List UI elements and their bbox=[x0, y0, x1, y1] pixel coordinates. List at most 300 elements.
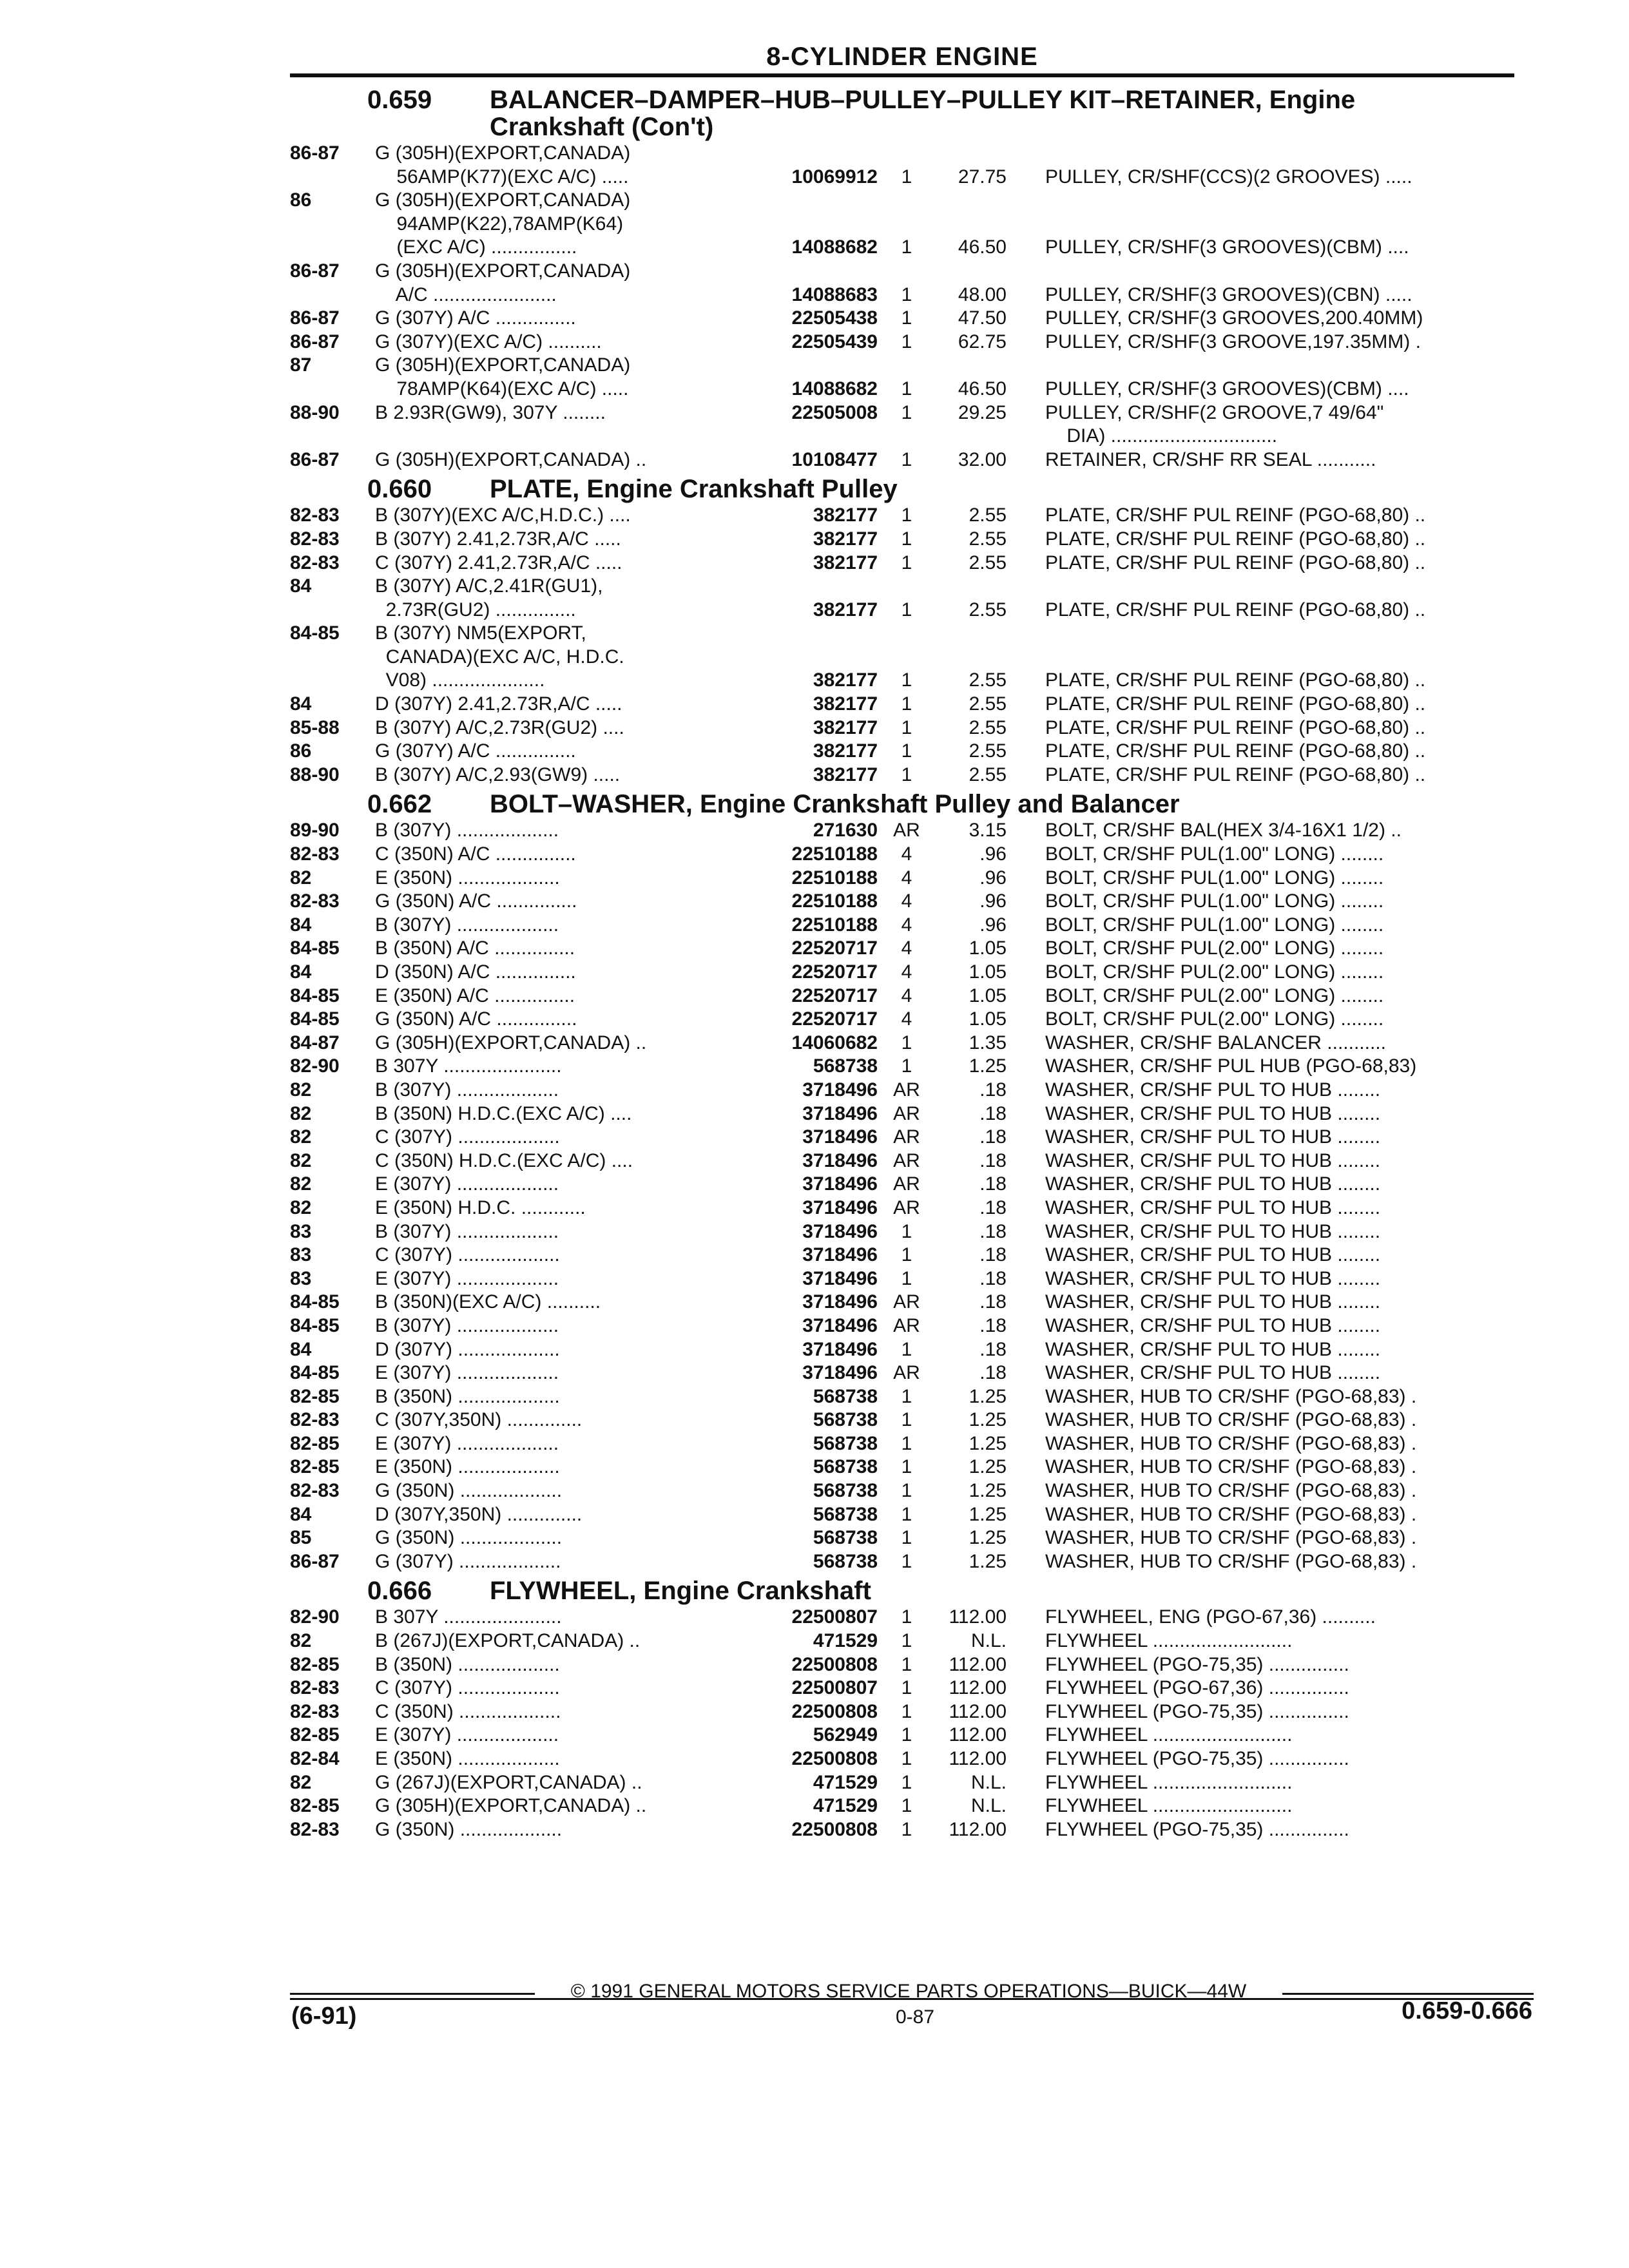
price: 1.35 bbox=[969, 1032, 1007, 1053]
part-description bbox=[1045, 142, 1514, 166]
application: E (307Y) ................... bbox=[375, 1724, 559, 1746]
model-year: 82-83 bbox=[290, 890, 340, 912]
application: G (307Y) ................... bbox=[375, 1550, 561, 1572]
parts-row bbox=[290, 448, 1514, 472]
parts-row bbox=[290, 1149, 1514, 1173]
parts-row bbox=[290, 1700, 1514, 1724]
quantity: 1 bbox=[901, 1771, 912, 1793]
parts-row bbox=[290, 740, 1514, 764]
price: 112.00 bbox=[949, 1700, 1007, 1722]
application: D (350N) A/C ............... bbox=[375, 961, 576, 983]
part-description: PLATE, CR/SHF PUL REINF (PGO-68,80) .. bbox=[1045, 669, 1426, 691]
application: A/C ....................... bbox=[375, 284, 557, 305]
part-number: 3718496 bbox=[802, 1314, 878, 1336]
parts-row bbox=[290, 843, 1514, 867]
application: B (307Y) ................... bbox=[375, 1314, 559, 1336]
price: 1.25 bbox=[969, 1055, 1007, 1077]
price bbox=[936, 575, 1007, 599]
application: 78AMP(K64)(EXC A/C) ..... bbox=[375, 378, 629, 399]
application: B (350N) ................... bbox=[375, 1653, 560, 1675]
model-year: 86 bbox=[290, 740, 312, 762]
price: 62.75 bbox=[958, 331, 1007, 352]
price: .18 bbox=[979, 1149, 1007, 1171]
application: G (350N) ................... bbox=[375, 1527, 563, 1549]
part-description: WASHER, CR/SHF PUL TO HUB ........ bbox=[1045, 1338, 1381, 1360]
part-number: 3718496 bbox=[802, 1291, 878, 1313]
quantity: AR bbox=[893, 1173, 920, 1195]
model-year: 82 bbox=[290, 1173, 312, 1195]
part-number: 3718496 bbox=[802, 1220, 878, 1242]
quantity: 4 bbox=[901, 937, 912, 959]
footer-section-range: 0.659-0.666 bbox=[1402, 1997, 1532, 2024]
part-description: PULLEY, CR/SHF(3 GROOVES,200.40MM) bbox=[1045, 307, 1423, 329]
part-number: 382177 bbox=[813, 716, 878, 738]
part-description bbox=[1045, 575, 1514, 599]
price: .96 bbox=[979, 914, 1007, 936]
price bbox=[936, 142, 1007, 166]
price: 2.55 bbox=[969, 669, 1007, 691]
quantity: 1 bbox=[901, 716, 912, 738]
parts-row bbox=[290, 1503, 1514, 1527]
application: E (307Y) ................... bbox=[375, 1173, 559, 1195]
model-year: 83 bbox=[290, 1267, 312, 1289]
model-year: 82-83 bbox=[290, 1818, 340, 1840]
price: .18 bbox=[979, 1267, 1007, 1289]
price: 46.50 bbox=[958, 236, 1007, 258]
quantity: 1 bbox=[901, 1653, 912, 1675]
part-number: 14088683 bbox=[791, 284, 878, 305]
quantity bbox=[878, 354, 936, 378]
quantity: 1 bbox=[901, 1630, 912, 1652]
price: 1.25 bbox=[969, 1409, 1007, 1431]
model-year: 82-85 bbox=[290, 1724, 340, 1746]
quantity: 4 bbox=[901, 867, 912, 889]
application: V08) ..................... bbox=[375, 669, 545, 691]
parts-row bbox=[290, 1032, 1514, 1055]
part-number: 471529 bbox=[813, 1795, 878, 1817]
application: G (350N) ................... bbox=[375, 1480, 563, 1502]
application: C (350N) A/C ............... bbox=[375, 843, 576, 865]
part-description: PLATE, CR/SHF PUL REINF (PGO-68,80) .. bbox=[1045, 693, 1426, 715]
model-year: 82-83 bbox=[290, 1480, 340, 1502]
section-title-line: FLYWHEEL, Engine Crankshaft bbox=[490, 1577, 871, 1606]
quantity: 1 bbox=[901, 528, 912, 550]
model-year: 84 bbox=[290, 693, 312, 715]
footer-rule-right bbox=[1282, 1993, 1534, 1995]
part-description bbox=[1045, 260, 1514, 284]
section-header bbox=[290, 476, 1514, 503]
application: E (350N) A/C ............... bbox=[375, 985, 575, 1006]
parts-row bbox=[290, 985, 1514, 1008]
quantity: 1 bbox=[901, 1385, 912, 1407]
quantity: 1 bbox=[901, 740, 912, 762]
price: 1.25 bbox=[969, 1385, 1007, 1407]
parts-row bbox=[290, 1794, 1514, 1818]
price: 112.00 bbox=[949, 1653, 1007, 1675]
part-number: 3718496 bbox=[802, 1126, 878, 1148]
application: C (307Y) 2.41,2.73R,A/C ..... bbox=[375, 552, 622, 573]
quantity bbox=[878, 213, 936, 236]
application: B (350N) H.D.C.(EXC A/C) .... bbox=[375, 1102, 632, 1124]
section-title bbox=[490, 1577, 1514, 1604]
price: 1.25 bbox=[969, 1432, 1007, 1454]
quantity: 1 bbox=[901, 669, 912, 691]
part-number: 382177 bbox=[813, 505, 878, 526]
model-year: 82-83 bbox=[290, 505, 340, 526]
part-number: 562949 bbox=[813, 1724, 878, 1746]
application: G (350N) A/C ............... bbox=[375, 890, 577, 912]
quantity: 1 bbox=[901, 1480, 912, 1502]
model-year: 84-85 bbox=[290, 622, 340, 644]
part-description: PULLEY, CR/SHF(3 GROOVE,197.35MM) . bbox=[1045, 331, 1421, 352]
model-year: 82 bbox=[290, 1149, 312, 1171]
price: .18 bbox=[979, 1338, 1007, 1360]
price: .18 bbox=[979, 1196, 1007, 1218]
parts-row bbox=[290, 236, 1514, 260]
application: 56AMP(K77)(EXC A/C) ..... bbox=[375, 166, 629, 187]
part-description: PULLEY, CR/SHF(CCS)(2 GROOVES) ..... bbox=[1045, 166, 1412, 187]
application: C (307Y) ................... bbox=[375, 1244, 560, 1266]
parts-row bbox=[290, 504, 1514, 528]
quantity: 1 bbox=[901, 1550, 912, 1572]
part-description: WASHER, CR/SHF PUL TO HUB ........ bbox=[1045, 1196, 1381, 1218]
part-number: 3718496 bbox=[802, 1149, 878, 1171]
part-number: 382177 bbox=[813, 669, 878, 691]
part-description: BOLT, CR/SHF PUL(2.00" LONG) ........ bbox=[1045, 1008, 1384, 1030]
footer-page-number: 0-87 bbox=[895, 2006, 935, 2028]
quantity: 1 bbox=[901, 1724, 912, 1746]
model-year: 84 bbox=[290, 1338, 312, 1360]
part-number bbox=[729, 213, 878, 236]
application: G (305H)(EXPORT,CANADA) .. bbox=[375, 1795, 647, 1817]
quantity: 4 bbox=[901, 1008, 912, 1030]
application: 2.73R(GU2) ............... bbox=[375, 599, 576, 620]
parts-row bbox=[290, 1079, 1514, 1102]
quantity: 1 bbox=[901, 764, 912, 785]
section-title-line: BALANCER–DAMPER–HUB–PULLEY–PULLEY KIT–RETAINER, Engine bbox=[490, 86, 1356, 114]
quantity: 1 bbox=[901, 1818, 912, 1840]
parts-row bbox=[290, 890, 1514, 914]
quantity: 4 bbox=[901, 843, 912, 865]
part-number: 14088682 bbox=[791, 378, 878, 399]
parts-row bbox=[290, 1220, 1514, 1244]
part-description: WASHER, HUB TO CR/SHF (PGO-68,83) . bbox=[1045, 1550, 1417, 1572]
header-rule bbox=[290, 73, 1514, 77]
model-year: 84-85 bbox=[290, 1362, 340, 1384]
part-description: BOLT, CR/SHF PUL(2.00" LONG) ........ bbox=[1045, 961, 1384, 983]
quantity bbox=[878, 260, 936, 284]
application: CANADA)(EXC A/C, H.D.C. bbox=[375, 646, 624, 668]
parts-row bbox=[290, 1361, 1514, 1385]
model-year: 84 bbox=[290, 961, 312, 983]
part-number: 568738 bbox=[813, 1409, 878, 1431]
part-number: 22500808 bbox=[791, 1653, 878, 1675]
part-description: BOLT, CR/SHF PUL(1.00" LONG) ........ bbox=[1045, 867, 1384, 889]
part-description bbox=[1045, 189, 1514, 213]
section-title bbox=[490, 791, 1514, 818]
price: 3.15 bbox=[969, 820, 1007, 841]
model-year: 82 bbox=[290, 1630, 312, 1652]
quantity: 4 bbox=[901, 890, 912, 912]
application: G (305H)(EXPORT,CANADA) bbox=[375, 260, 631, 282]
price: 112.00 bbox=[949, 1748, 1007, 1769]
quantity: 1 bbox=[901, 401, 912, 423]
quantity: 1 bbox=[901, 1338, 912, 1360]
application: G (305H)(EXPORT,CANADA) bbox=[375, 354, 631, 376]
part-description: WASHER, CR/SHF PUL HUB (PGO-68,83) bbox=[1045, 1055, 1417, 1077]
part-description: PULLEY, CR/SHF(3 GROOVES)(CBN) ..... bbox=[1045, 284, 1412, 305]
part-description: WASHER, CR/SHF PUL TO HUB ........ bbox=[1045, 1291, 1381, 1313]
model-year: 86-87 bbox=[290, 448, 340, 470]
application: C (350N) H.D.C.(EXC A/C) .... bbox=[375, 1149, 633, 1171]
price: 2.55 bbox=[969, 552, 1007, 573]
parts-row bbox=[290, 669, 1514, 693]
model-year: 82-85 bbox=[290, 1456, 340, 1478]
parts-row bbox=[290, 1629, 1514, 1653]
price: .18 bbox=[979, 1220, 1007, 1242]
application: B (307Y) NM5(EXPORT, bbox=[375, 622, 586, 644]
part-description: WASHER, CR/SHF PUL TO HUB ........ bbox=[1045, 1220, 1381, 1242]
model-year: 84-85 bbox=[290, 1314, 340, 1336]
part-number: 3718496 bbox=[802, 1173, 878, 1195]
part-number: 568738 bbox=[813, 1432, 878, 1454]
part-description: BOLT, CR/SHF PUL(1.00" LONG) ........ bbox=[1045, 914, 1384, 936]
price: 29.25 bbox=[958, 401, 1007, 423]
parts-row bbox=[290, 1653, 1514, 1677]
application: B (307Y) A/C,2.41R(GU1), bbox=[375, 575, 603, 597]
part-number: 22510188 bbox=[791, 890, 878, 912]
part-number: 22500807 bbox=[791, 1606, 878, 1628]
quantity: AR bbox=[893, 820, 920, 841]
model-year: 85-88 bbox=[290, 716, 340, 738]
part-number bbox=[729, 622, 878, 646]
model-year bbox=[290, 669, 375, 693]
quantity: 1 bbox=[901, 331, 912, 352]
part-number bbox=[729, 425, 878, 448]
application: C (307Y,350N) .............. bbox=[375, 1409, 583, 1431]
parts-row bbox=[290, 599, 1514, 622]
parts-row bbox=[290, 1606, 1514, 1629]
model-year: 84-85 bbox=[290, 937, 340, 959]
model-year bbox=[290, 599, 375, 622]
application: G (350N) A/C ............... bbox=[375, 1008, 577, 1030]
model-year: 82-83 bbox=[290, 1677, 340, 1699]
price: .18 bbox=[979, 1102, 1007, 1124]
section-title bbox=[490, 86, 1514, 140]
application: E (350N) ................... bbox=[375, 1748, 560, 1769]
price: .18 bbox=[979, 1291, 1007, 1313]
model-year: 82-90 bbox=[290, 1606, 340, 1628]
parts-row bbox=[290, 716, 1514, 740]
part-number bbox=[729, 646, 878, 669]
price: 2.55 bbox=[969, 505, 1007, 526]
part-description bbox=[1045, 646, 1514, 669]
application: G (305H)(EXPORT,CANADA) bbox=[375, 189, 631, 211]
part-description: BOLT, CR/SHF PUL(2.00" LONG) ........ bbox=[1045, 937, 1384, 959]
part-description: WASHER, HUB TO CR/SHF (PGO-68,83) . bbox=[1045, 1527, 1417, 1549]
part-number: 382177 bbox=[813, 764, 878, 785]
model-year: 84-85 bbox=[290, 985, 340, 1006]
quantity bbox=[878, 646, 936, 669]
part-number: 14060682 bbox=[791, 1032, 878, 1053]
model-year bbox=[290, 646, 375, 669]
part-number: 10108477 bbox=[791, 448, 878, 470]
part-description: PLATE, CR/SHF PUL REINF (PGO-68,80) .. bbox=[1045, 552, 1426, 573]
quantity: AR bbox=[893, 1149, 920, 1171]
price: 48.00 bbox=[958, 284, 1007, 305]
price: 2.55 bbox=[969, 693, 1007, 715]
application: G (305H)(EXPORT,CANADA) .. bbox=[375, 448, 647, 470]
application: B 307Y ...................... bbox=[375, 1055, 562, 1077]
parts-row bbox=[290, 425, 1514, 448]
quantity: 4 bbox=[901, 985, 912, 1006]
model-year: 82-90 bbox=[290, 1055, 340, 1077]
parts-row bbox=[290, 622, 1514, 646]
price: 1.25 bbox=[969, 1480, 1007, 1502]
quantity: 1 bbox=[901, 1748, 912, 1769]
part-number: 568738 bbox=[813, 1480, 878, 1502]
part-number: 471529 bbox=[813, 1771, 878, 1793]
part-description: FLYWHEEL .......................... bbox=[1045, 1771, 1293, 1793]
price: 2.55 bbox=[969, 528, 1007, 550]
part-number bbox=[729, 189, 878, 213]
price: 1.25 bbox=[969, 1456, 1007, 1478]
application: B (267J)(EXPORT,CANADA) .. bbox=[375, 1630, 641, 1652]
parts-row bbox=[290, 1102, 1514, 1126]
parts-row bbox=[290, 284, 1514, 307]
part-description: BOLT, CR/SHF BAL(HEX 3/4-16X1 1/2) .. bbox=[1045, 820, 1402, 841]
quantity bbox=[878, 425, 936, 448]
part-number bbox=[729, 260, 878, 284]
part-number bbox=[729, 354, 878, 378]
part-number: 568738 bbox=[813, 1456, 878, 1478]
part-number: 22505439 bbox=[791, 331, 878, 352]
price: N.L. bbox=[970, 1795, 1007, 1817]
parts-row bbox=[290, 1338, 1514, 1362]
model-year: 89-90 bbox=[290, 820, 340, 841]
part-description: WASHER, CR/SHF BALANCER ........... bbox=[1045, 1032, 1386, 1053]
parts-row bbox=[290, 1314, 1514, 1338]
part-description: PLATE, CR/SHF PUL REINF (PGO-68,80) .. bbox=[1045, 716, 1426, 738]
model-year: 86-87 bbox=[290, 260, 340, 282]
application: C (350N) ................... bbox=[375, 1700, 561, 1722]
part-number: 568738 bbox=[813, 1527, 878, 1549]
application: B (350N) A/C ............... bbox=[375, 937, 575, 959]
part-number: 22500808 bbox=[791, 1700, 878, 1722]
part-number: 22505438 bbox=[791, 307, 878, 329]
model-year: 82 bbox=[290, 1102, 312, 1124]
section-number: 0.666 bbox=[367, 1577, 432, 1606]
part-number: 10069912 bbox=[791, 166, 878, 187]
price bbox=[936, 213, 1007, 236]
price bbox=[936, 354, 1007, 378]
parts-row bbox=[290, 142, 1514, 166]
application: (EXC A/C) ................ bbox=[375, 236, 577, 258]
quantity: AR bbox=[893, 1196, 920, 1218]
price: 46.50 bbox=[958, 378, 1007, 399]
quantity: 1 bbox=[901, 307, 912, 329]
quantity: 1 bbox=[901, 1677, 912, 1699]
model-year: 82-85 bbox=[290, 1795, 340, 1817]
part-number: 3718496 bbox=[802, 1338, 878, 1360]
application: C (307Y) ................... bbox=[375, 1677, 560, 1699]
part-number: 568738 bbox=[813, 1550, 878, 1572]
quantity: 1 bbox=[901, 1606, 912, 1628]
quantity: 1 bbox=[901, 1244, 912, 1266]
application: B (307Y) A/C,2.93(GW9) ..... bbox=[375, 764, 621, 785]
model-year bbox=[290, 378, 375, 401]
application: B (307Y) A/C,2.73R(GU2) .... bbox=[375, 716, 624, 738]
footer-rule-left bbox=[290, 1993, 535, 1995]
quantity: AR bbox=[893, 1102, 920, 1124]
parts-row bbox=[290, 1432, 1514, 1456]
application bbox=[375, 425, 729, 448]
price: 2.55 bbox=[969, 740, 1007, 762]
footer-copyright: © 1991 GENERAL MOTORS SERVICE PARTS OPERATIONS—BUICK—44W bbox=[570, 1981, 1247, 2002]
parts-row bbox=[290, 213, 1514, 236]
model-year: 82-85 bbox=[290, 1432, 340, 1454]
section-header bbox=[290, 86, 1514, 140]
price: 1.05 bbox=[969, 961, 1007, 983]
part-description: WASHER, CR/SHF PUL TO HUB ........ bbox=[1045, 1314, 1381, 1336]
price: N.L. bbox=[970, 1771, 1007, 1793]
price: 1.05 bbox=[969, 937, 1007, 959]
quantity: AR bbox=[893, 1362, 920, 1384]
part-description: PLATE, CR/SHF PUL REINF (PGO-68,80) .. bbox=[1045, 528, 1426, 550]
part-number: 22500808 bbox=[791, 1748, 878, 1769]
model-year: 86 bbox=[290, 189, 312, 211]
part-description: PULLEY, CR/SHF(2 GROOVE,7 49/64" bbox=[1045, 401, 1384, 423]
part-number: 22510188 bbox=[791, 867, 878, 889]
part-description: FLYWHEEL (PGO-75,35) ............... bbox=[1045, 1818, 1349, 1840]
section-number: 0.660 bbox=[367, 475, 432, 504]
part-number bbox=[729, 575, 878, 599]
application: G (307Y) A/C ............... bbox=[375, 740, 576, 762]
model-year: 87 bbox=[290, 354, 312, 376]
quantity: 4 bbox=[901, 914, 912, 936]
part-description: PLATE, CR/SHF PUL REINF (PGO-68,80) .. bbox=[1045, 740, 1426, 762]
price: .18 bbox=[979, 1079, 1007, 1100]
parts-row bbox=[290, 1408, 1514, 1432]
parts-row bbox=[290, 1008, 1514, 1032]
model-year: 84-85 bbox=[290, 1008, 340, 1030]
quantity bbox=[878, 622, 936, 646]
quantity: 1 bbox=[901, 505, 912, 526]
parts-row bbox=[290, 1677, 1514, 1700]
price bbox=[936, 260, 1007, 284]
parts-row bbox=[290, 401, 1514, 425]
model-year: 82-84 bbox=[290, 1748, 340, 1769]
quantity: 1 bbox=[901, 1527, 912, 1549]
part-number: 22500808 bbox=[791, 1818, 878, 1840]
price: 2.55 bbox=[969, 599, 1007, 620]
part-description: FLYWHEEL, ENG (PGO-67,36) .......... bbox=[1045, 1606, 1376, 1628]
part-description: WASHER, HUB TO CR/SHF (PGO-68,83) . bbox=[1045, 1385, 1417, 1407]
model-year: 84 bbox=[290, 914, 312, 936]
part-description: PLATE, CR/SHF PUL REINF (PGO-68,80) .. bbox=[1045, 599, 1426, 620]
part-number: 14088682 bbox=[791, 236, 878, 258]
part-description: PLATE, CR/SHF PUL REINF (PGO-68,80) .. bbox=[1045, 764, 1426, 785]
part-description: WASHER, CR/SHF PUL TO HUB ........ bbox=[1045, 1079, 1381, 1100]
parts-row bbox=[290, 1550, 1514, 1574]
parts-row bbox=[290, 1196, 1514, 1220]
price bbox=[936, 425, 1007, 448]
parts-row bbox=[290, 1244, 1514, 1267]
model-year bbox=[290, 284, 375, 307]
model-year bbox=[290, 166, 375, 189]
model-year: 88-90 bbox=[290, 764, 340, 785]
part-description: WASHER, CR/SHF PUL TO HUB ........ bbox=[1045, 1126, 1381, 1148]
